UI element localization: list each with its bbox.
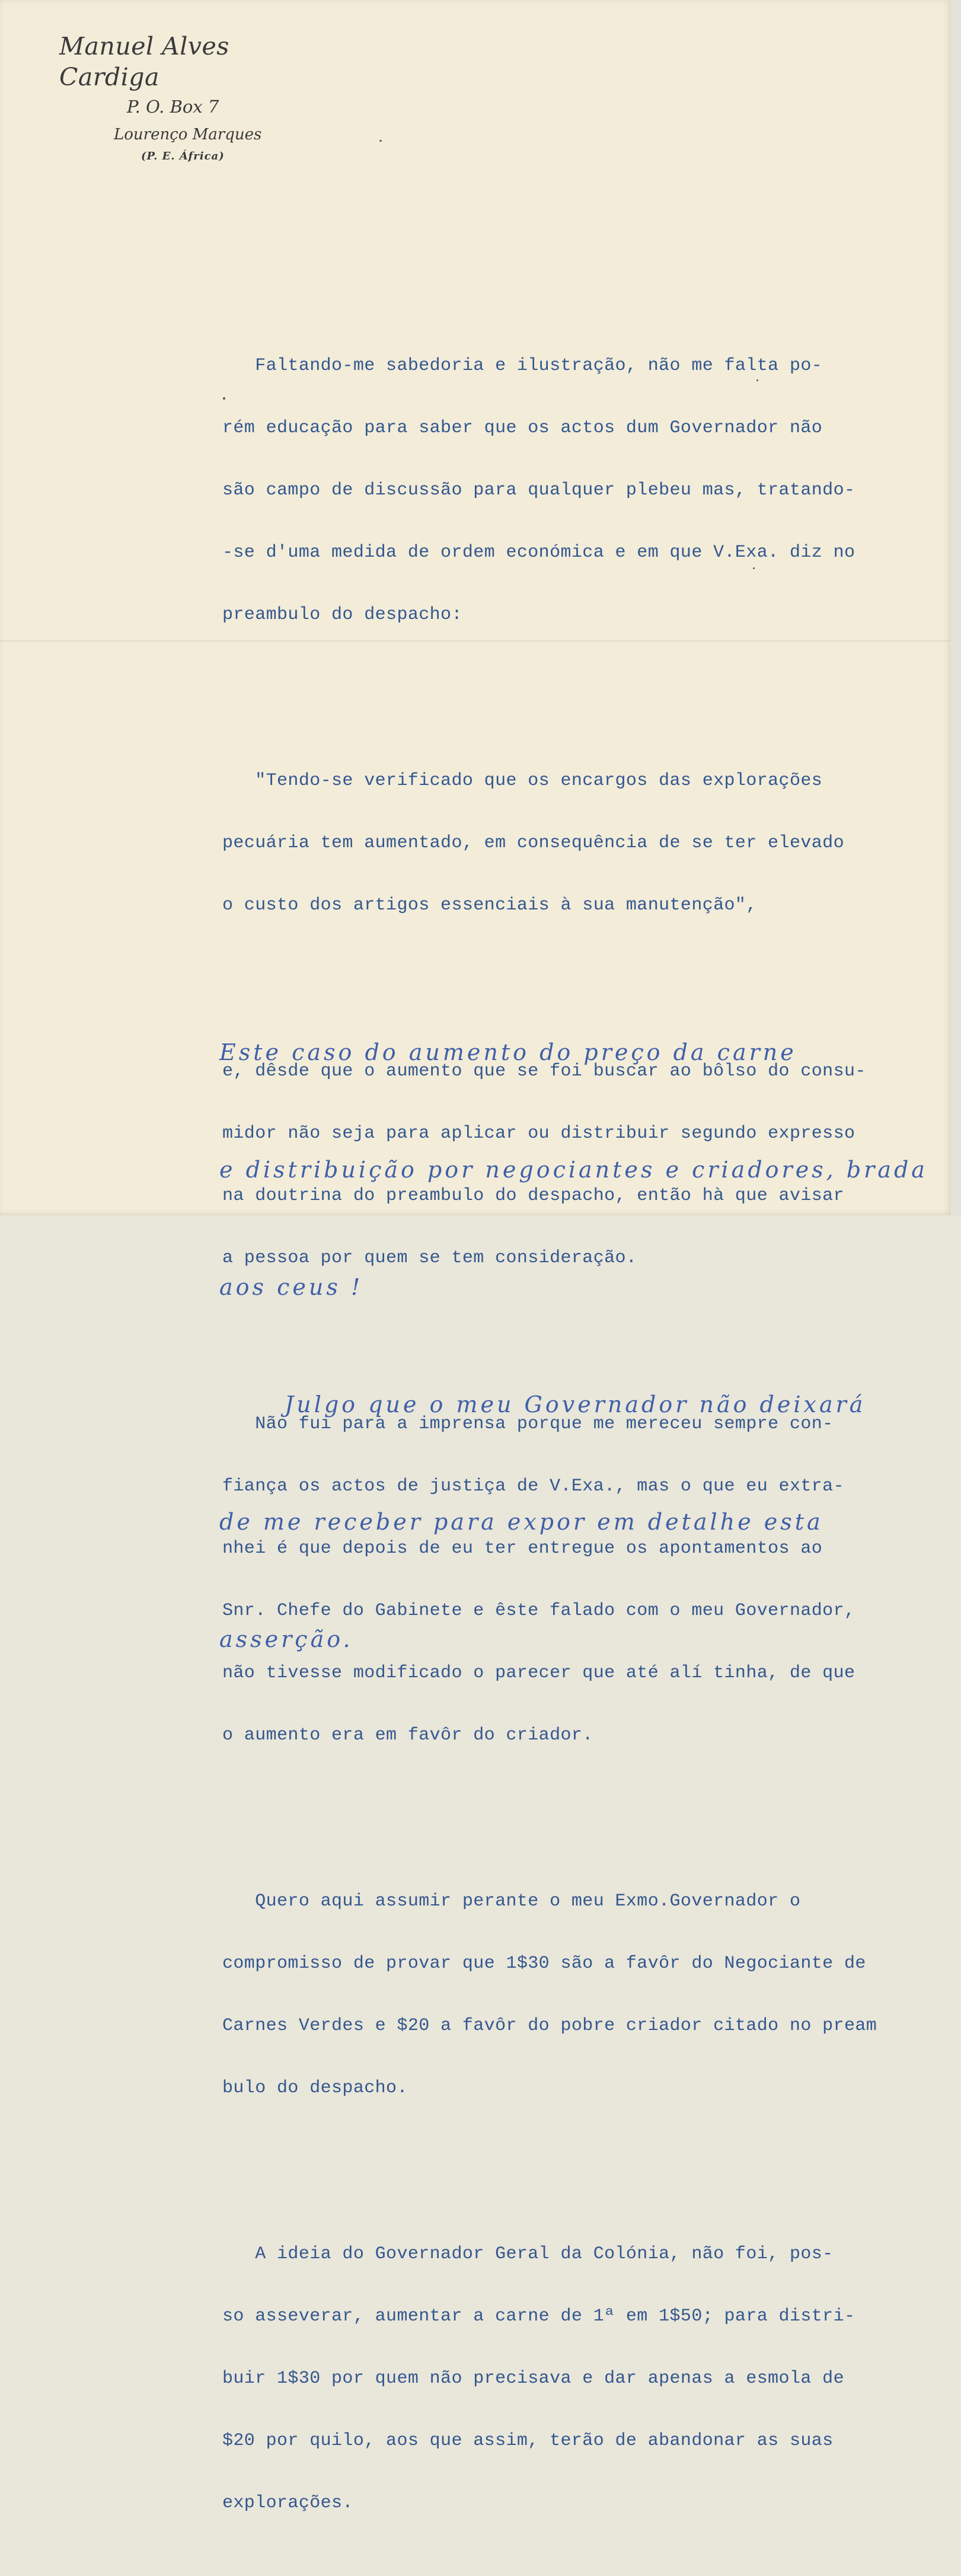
- ink-speck: [223, 397, 225, 400]
- letterhead-name: Manuel Alves Cardiga: [59, 32, 229, 91]
- handwritten-line: aos ceus !: [219, 1274, 363, 1300]
- text-line: e, dêsde que o aumento que se foi buscar ao bôlso do consu-: [222, 1061, 866, 1081]
- text-line: A ideia do Governador Geral da Colónia, não foi, pos-: [222, 2244, 834, 2264]
- text-line: preambulo do despacho:: [222, 605, 462, 625]
- text-line: pecuária tem aumentado, em consequência de se ter elevado: [222, 833, 844, 853]
- text-line: so asseverar, aumentar a carne de 1ª em 1$50; para distri-: [222, 2306, 855, 2326]
- paragraph-quotation: [222, 729, 922, 957]
- text-line: Quero aqui assumir perante o meu Exmo.Governador o: [222, 1891, 801, 1911]
- text-line: compromisso de provar que 1$30 são a favôr do Negociante de: [222, 1953, 866, 1974]
- text-line: a pessoa por quem se tem consideração.: [222, 1248, 637, 1268]
- text-line: -se d'uma medida de ordem económica e em que V.Exa. diz no: [222, 542, 855, 563]
- text-line: o custo dos artigos essenciais à sua manutenção",: [222, 895, 757, 915]
- text-line: Snr. Chefe do Gabinete e êste falado com o meu Governador,: [222, 1601, 855, 1621]
- letterhead-po-box: P. O. Box 7: [127, 97, 219, 117]
- paragraph-governor-idea: [222, 2202, 922, 2555]
- paragraph-commitment: [222, 1850, 922, 2140]
- handwritten-line: asserção.: [219, 1626, 353, 1652]
- text-line: na doutrina do preambulo do despacho, então hà que avisar: [222, 1186, 844, 1206]
- text-line: "Tendo-se verificado que os encargos das explorações: [222, 771, 823, 791]
- ink-speck: [756, 379, 758, 381]
- text-line: nhei é que depois de eu ter entregue os apontamentos ao: [222, 1538, 823, 1559]
- text-line: buir 1$30 por quem não precisava e dar apenas a esmola de: [222, 2368, 844, 2389]
- text-line: explorações.: [222, 2493, 353, 2513]
- text-line: midor não seja para aplicar ou distribuir segundo expresso: [222, 1123, 855, 1144]
- text-line: Carnes Verdes e $20 a favôr do pobre criador citado no pream: [222, 2016, 877, 2036]
- text-line: não tivesse modificado o parecer que até alí tinha, de que: [222, 1663, 855, 1683]
- text-line: bulo do despacho.: [222, 2078, 408, 2098]
- paragraph-opening: [222, 314, 922, 667]
- text-line: Faltando-me sabedoria e ilustração, não me falta po-: [222, 356, 823, 376]
- handwritten-note: [219, 955, 928, 1698]
- handwritten-line: de me receber para expor em detalhe esta: [219, 1509, 823, 1535]
- text-line: fiança os actos de justiça de V.Exa., mas o que eu extra-: [222, 1476, 844, 1496]
- letterhead: [59, 31, 314, 165]
- handwritten-line: e distribuição por negociantes e criadores, brada: [219, 1157, 928, 1183]
- ink-speck: [753, 567, 755, 569]
- text-line: Não fui para a imprensa porque me mereceu sempre con-: [222, 1414, 834, 1434]
- text-line: são campo de discussão para qualquer plebeu mas, tratando-: [222, 480, 855, 500]
- text-line: rém educação para saber que os actos dum Governador não: [222, 418, 823, 438]
- letterhead-region: (P. E. África): [141, 150, 225, 162]
- handwritten-line: Julgo que o meu Governador não deixará: [285, 1391, 866, 1418]
- letterhead-city: Lourenço Marques: [114, 126, 262, 143]
- handwritten-line: Este caso do aumento do preço da carne: [219, 1039, 797, 1065]
- paper-edge: [951, 0, 961, 1215]
- text-line: $20 por quilo, aos que assim, terão de abandonar as suas: [222, 2431, 834, 2451]
- text-line: o aumento era em favôr do criador.: [222, 1725, 593, 1745]
- ink-speck: [379, 140, 382, 142]
